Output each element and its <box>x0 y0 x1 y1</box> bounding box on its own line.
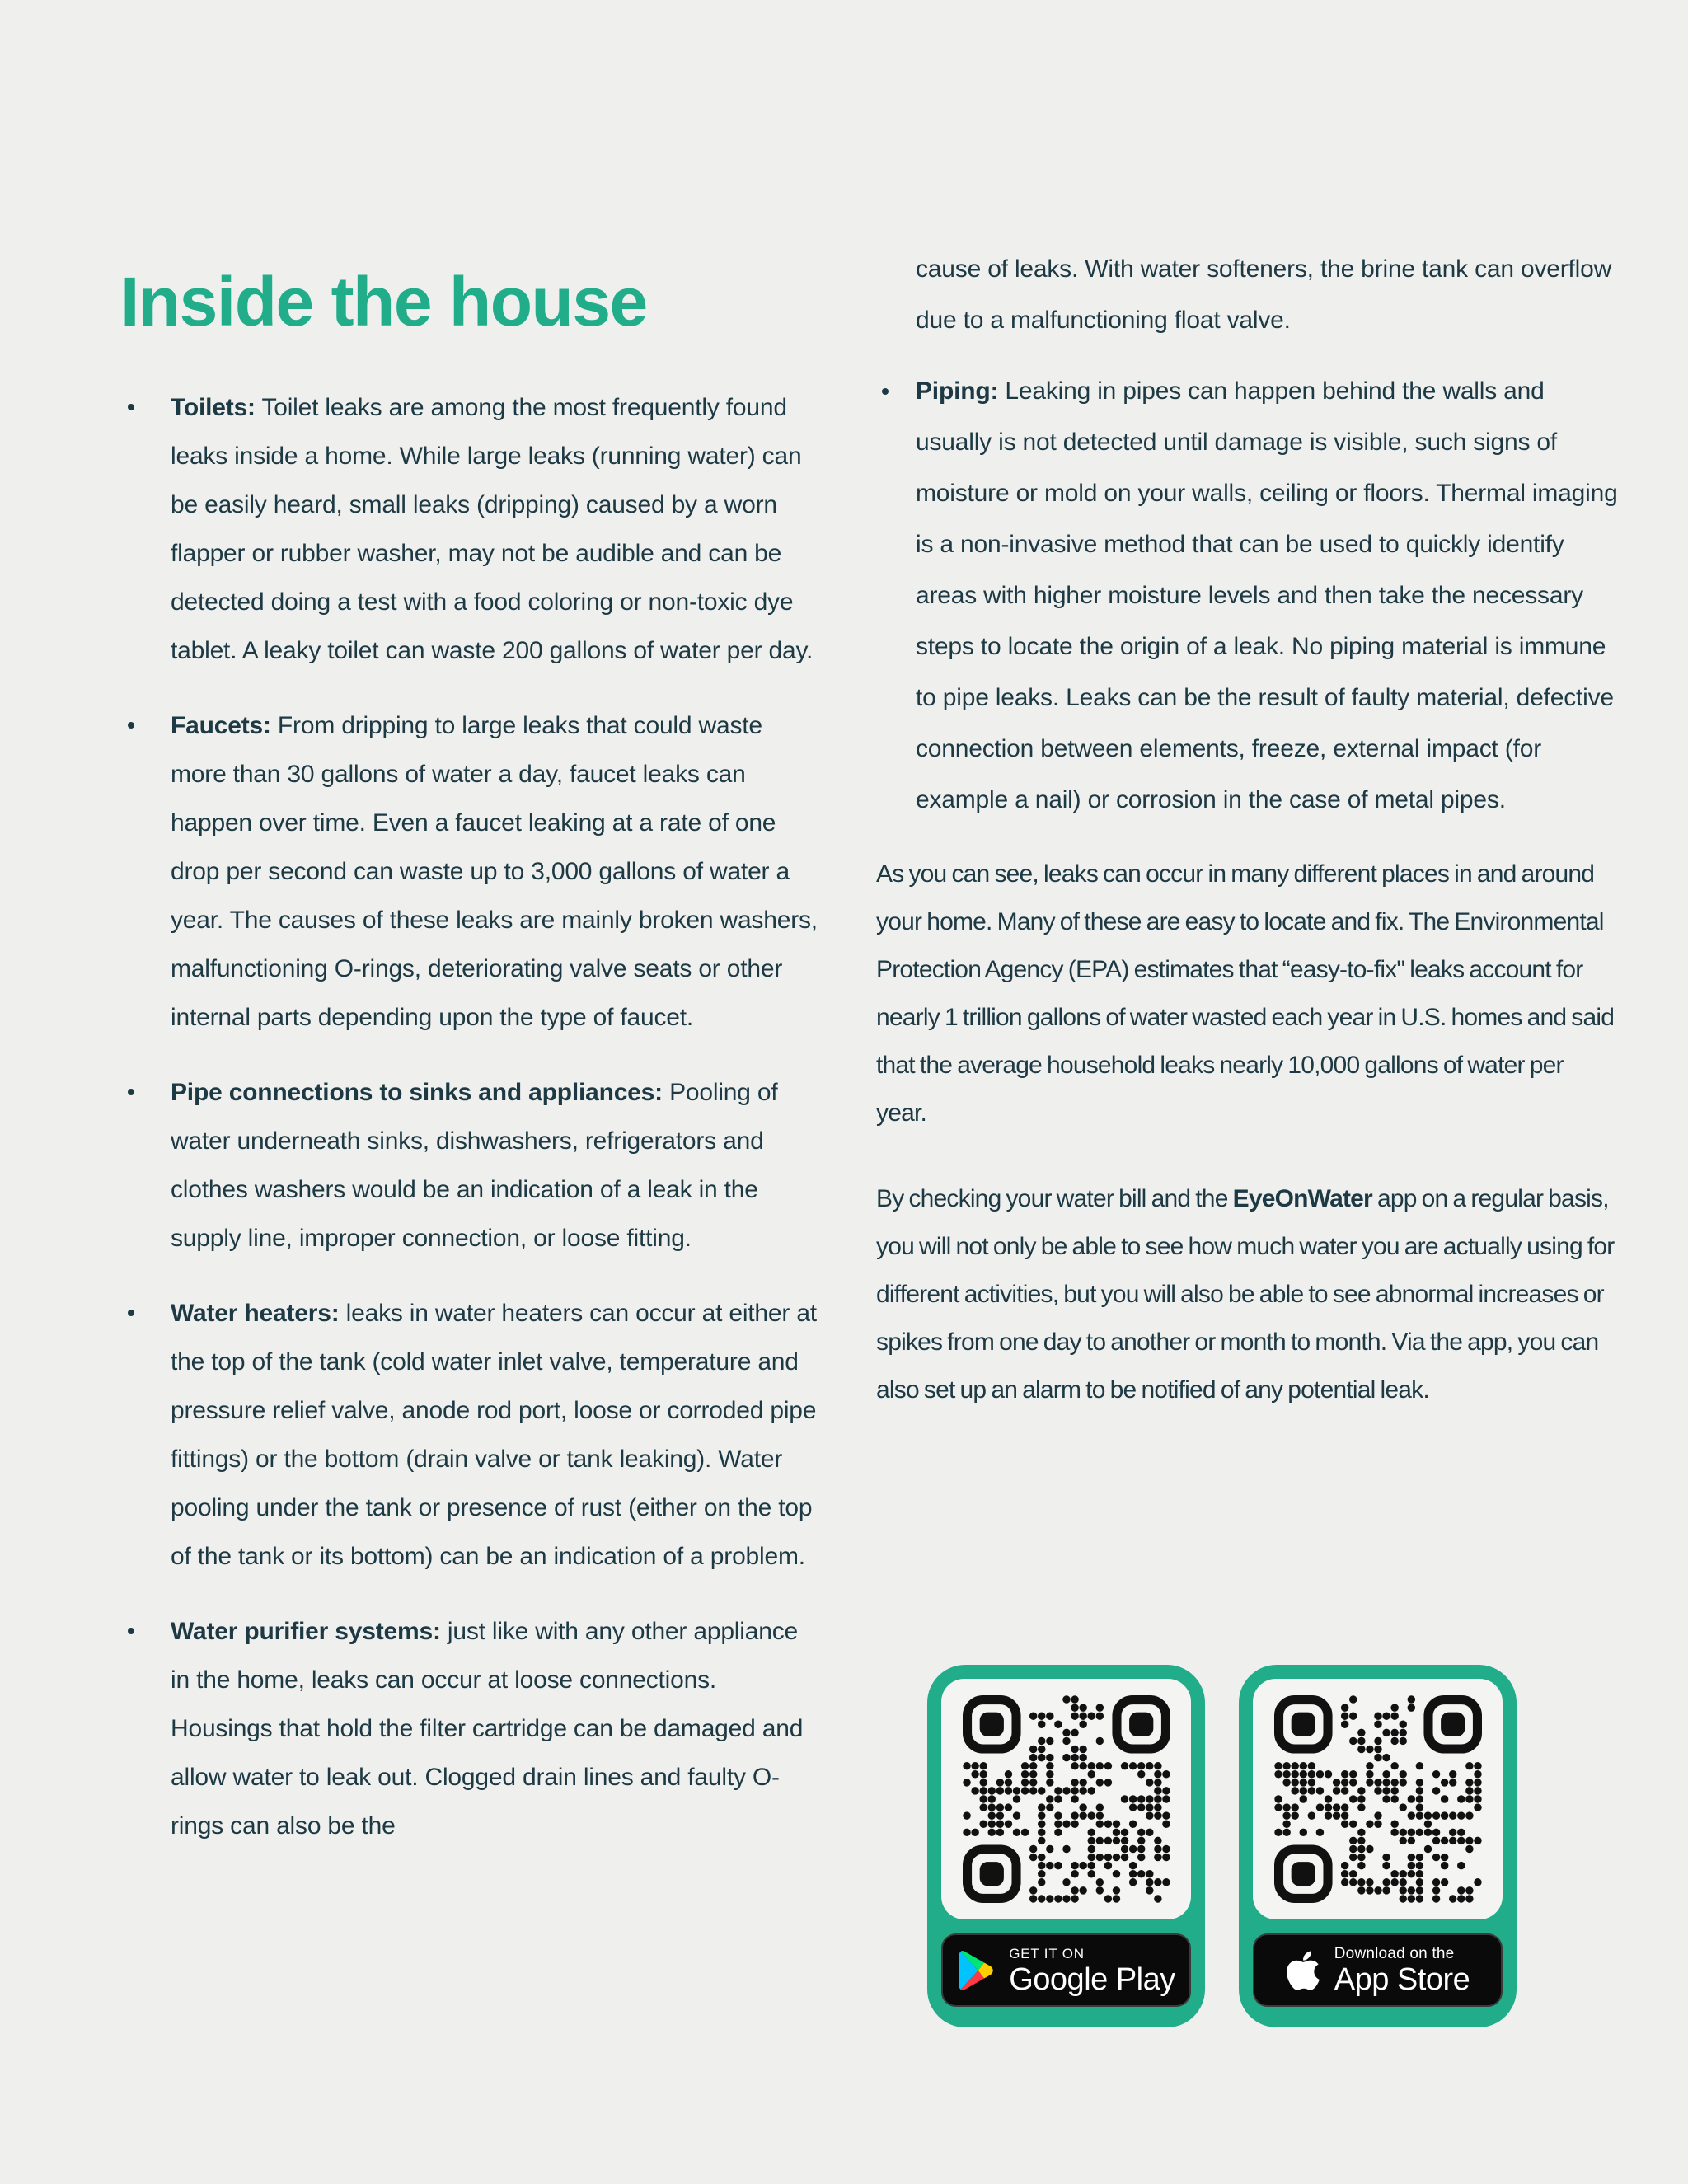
bullet-icon <box>128 1089 134 1095</box>
list-item-label: Pipe connections to sinks and appliances: <box>171 1079 663 1106</box>
badge-store-name: App Store <box>1334 1961 1470 1997</box>
continuation-paragraph: cause of leaks. With water softeners, the brine tank can overflow due to a malfunctioning float valve. <box>916 255 1612 334</box>
app-store-qr-card <box>1239 1665 1517 2027</box>
list-item-label: Toilets: <box>171 394 256 421</box>
paragraph-text: app on a regular basis, you will not only be able to see how much water you are actually using for different activities, but you will also be able to see abnormal increases or spikes from one day to another or month to month. Via the app, you can also set up an alarm to be notified of any potential leak. <box>876 1185 1615 1404</box>
list-item-text: just like with any other appliance in the home, leaks can occur at loose connections. Housings that hold the filter cartridge can be damaged and allow water to leak out. Clogged drain lines and faulty O-rings can also be the <box>171 1618 804 1840</box>
badge-text <box>1009 1945 1175 1996</box>
apple-icon <box>1286 1948 1320 1993</box>
left-column <box>122 383 819 1877</box>
badge-tagline: Download on the <box>1334 1944 1455 1962</box>
list-item-text: Toilet leaks are among the most frequently found leaks inside a home. While large leaks (running water) can be easily heard, small leaks (dripping) caused by a worn flapper or rubber washer, may not be audible and can be detected doing a test with a food coloring or non-toxic dye tablet. A leaky toilet can waste 200 gallons of water per day. <box>171 394 814 664</box>
google-play-icon <box>957 1950 995 1991</box>
bullet-icon <box>128 1628 134 1634</box>
list-item-label: Piping: <box>916 377 999 405</box>
paragraph-text: By checking your water bill and the <box>876 1185 1233 1212</box>
google-play-qr-code <box>941 1679 1191 1919</box>
bullet-icon <box>128 404 134 410</box>
eyeonwater-brand: EyeOnWater <box>1232 1185 1372 1212</box>
list-item-label: Faucets: <box>171 712 271 739</box>
list-item-label: Water heaters: <box>171 1300 340 1327</box>
paragraph-leak-summary: As you can see, leaks can occur in many different places in and around your home. Many of these are easy to locate and fix. The Environmental Protection Agency (EPA) estimates that “easy-to-fix" leaks account for nearly 1 trillion gallons of water wasted each year in U.S. homes and said that the average household leaks nearly 10,000 gallons of water per year. <box>876 860 1615 1127</box>
bullet-icon <box>128 722 134 729</box>
qr-code-icon <box>1274 1695 1482 1903</box>
list-item-pipe-connections <box>122 1068 819 1263</box>
list-item-text: Leaking in pipes can happen behind the walls and usually is not detected until damage is visible, such signs of moisture or mold on your walls, ceiling or floors. Thermal imaging is a non-invasive method that can be used to quickly identify areas with higher moisture levels and then take the necessary steps to locate the origin of a leak. No piping material is immune to pipe leaks. Leaks can be the result of faulty material, defective connection between elements, freeze, external impact (for example a nail) or corrosion in the case of metal pipes. <box>916 377 1618 813</box>
list-item-water-purifier <box>122 1607 819 1850</box>
badge-text <box>1334 1945 1470 1996</box>
list-item-label: Water purifier systems: <box>171 1618 441 1645</box>
badge-store-name: Google Play <box>1009 1961 1175 1997</box>
list-item-text: leaks in water heaters can occur at either at the top of the tank (cold water inlet valve, temperature and pressure relief valve, anode rod port, loose or corroded pipe fittings) or the bottom (drain valve or tank leaking). Water pooling under the tank or presence of rust (either on the top of the tank or its bottom) can be an indication of a problem. <box>171 1300 817 1570</box>
bullet-icon <box>128 1310 134 1316</box>
qr-code-icon <box>963 1695 1170 1903</box>
list-item-toilets <box>122 383 819 675</box>
app-store-qr-code <box>1253 1679 1503 1919</box>
right-column <box>876 244 1618 1452</box>
paragraph-eyeonwater <box>876 1175 1618 1414</box>
page-title: Inside the house <box>120 263 647 340</box>
list-item-text: From dripping to large leaks that could waste more than 30 gallons of water a day, faucet leaks can happen over time. Even a faucet leaking at a rate of one drop per second can waste up to 3,000 gallons of water a year. The causes of these leaks are mainly broken washers, malfunctioning O-rings, deteriorating valve seats or other internal parts depending upon the type of faucet. <box>171 712 818 1031</box>
list-item-piping <box>876 366 1618 826</box>
bullet-icon <box>882 388 889 395</box>
google-play-qr-card <box>927 1665 1205 2027</box>
qr-code-section <box>927 1665 1517 2027</box>
app-store-badge[interactable] <box>1253 1933 1503 2007</box>
list-item-water-heaters <box>122 1289 819 1581</box>
badge-tagline: GET IT ON <box>1009 1945 1085 1961</box>
google-play-badge[interactable] <box>941 1933 1191 2007</box>
list-item-text: Pooling of water underneath sinks, dishwashers, refrigerators and clothes washers would be an indication of a leak in the supply line, improper connection, or loose fitting. <box>171 1079 778 1252</box>
list-item-faucets <box>122 701 819 1042</box>
